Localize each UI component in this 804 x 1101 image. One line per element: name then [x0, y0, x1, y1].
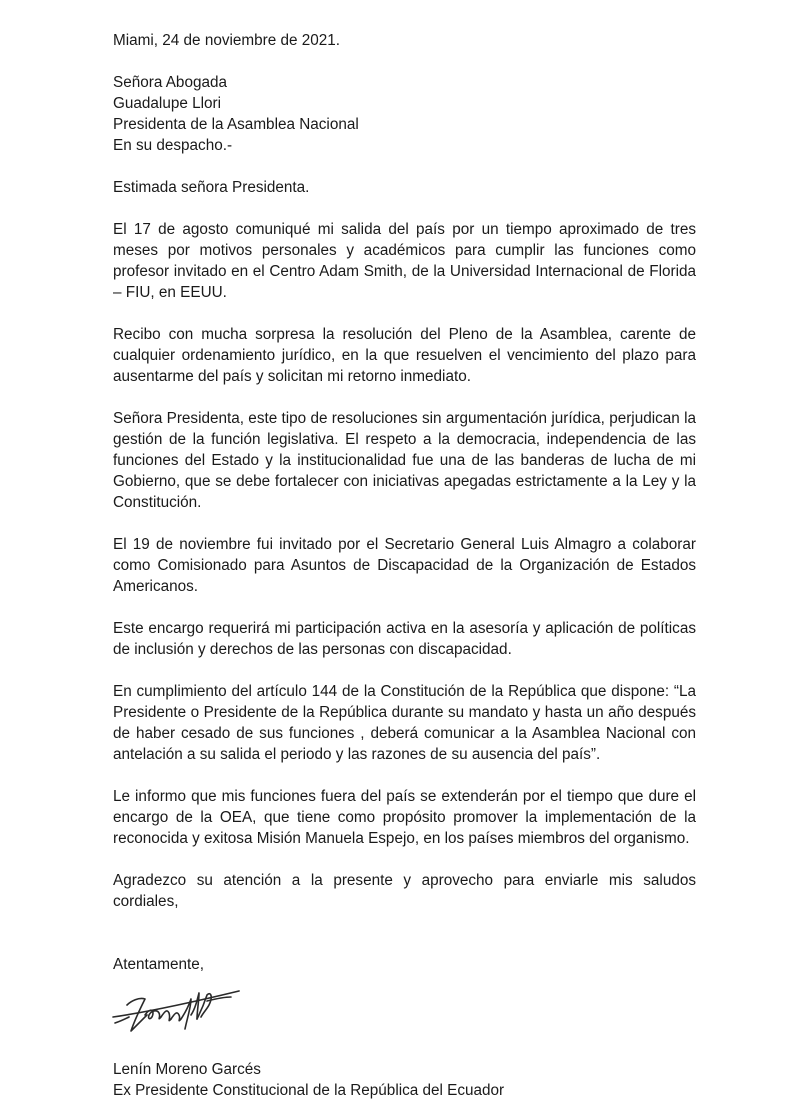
handwritten-signature-icon	[111, 975, 251, 1053]
signer-name: Lenín Moreno Garcés	[113, 1061, 261, 1078]
body-paragraph: Este encargo requerirá mi participación activa en la asesoría y aplicación de políticas de inclusión y derechos de las personas con discapacidad.	[113, 620, 696, 658]
signature	[113, 975, 696, 1059]
body-paragraph: El 17 de agosto comuniqué mi salida del país por un tiempo aproximado de tres meses por motivos personales y académicos para cumplir las funciones como profesor invitado en el Centro Adam Smith, de la Universidad Internacional de Florida – FIU, en EEUU.	[113, 221, 696, 301]
salutation: Estimada señora Presidenta.	[113, 179, 310, 196]
recipient-line: Guadalupe Llori	[113, 95, 222, 112]
date-line: Miami, 24 de noviembre de 2021.	[113, 32, 341, 49]
recipient-line: En su despacho.-	[113, 137, 233, 154]
body-paragraph: En cumplimiento del artículo 144 de la Constitución de la República que dispone: “La Presidente o Presidente de la República durante su mandato y hasta un año después de haber cesado de sus funciones , deberá comunicar a la Asamblea Nacional con antelación a su salida el periodo y las razones de su ausencia del país”.	[113, 683, 696, 763]
body-paragraph: El 19 de noviembre fui invitado por el Secretario General Luis Almagro a colaborar como Comisionado para Asuntos de Discapacidad de la Organización de Estados Americanos.	[113, 536, 696, 595]
signer-title: Ex Presidente Constitucional de la República del Ecuador	[113, 1082, 505, 1099]
body-paragraph: Le informo que mis funciones fuera del país se extenderán por el tiempo que dure el encargo de la OEA, que tiene como propósito promover la implementación de la reconocida y exitosa Misión Manuela Espejo, en los países miembros del organismo.	[113, 788, 696, 847]
recipient-line: Señora Abogada	[113, 74, 227, 91]
recipient-line: Presidenta de la Asamblea Nacional	[113, 116, 359, 133]
recipient-block	[113, 72, 696, 156]
letter-body	[113, 30, 696, 1101]
body-paragraph: Recibo con mucha sorpresa la resolución del Pleno de la Asamblea, carente de cualquier ordenamiento jurídico, en la que resuelven el vencimiento del plazo para ausentarme del país y solicitan mi retorno inmediato.	[113, 326, 696, 385]
closing-paragraph: Agradezco su atención a la presente y aprovecho para enviarle mis saludos cordiales,	[113, 872, 696, 910]
body-paragraph: Señora Presidenta, este tipo de resoluciones sin argumentación jurídica, perjudican la gestión de la función legislativa. El respeto a la democracia, independencia de las funciones del Estado y la institucionalidad fue una de las banderas de lucha de mi Gobierno, que se debe fortalecer con iniciativas apegadas estrictamente a la Ley y la Constitución.	[113, 410, 696, 511]
closing: Atentamente,	[113, 956, 204, 973]
